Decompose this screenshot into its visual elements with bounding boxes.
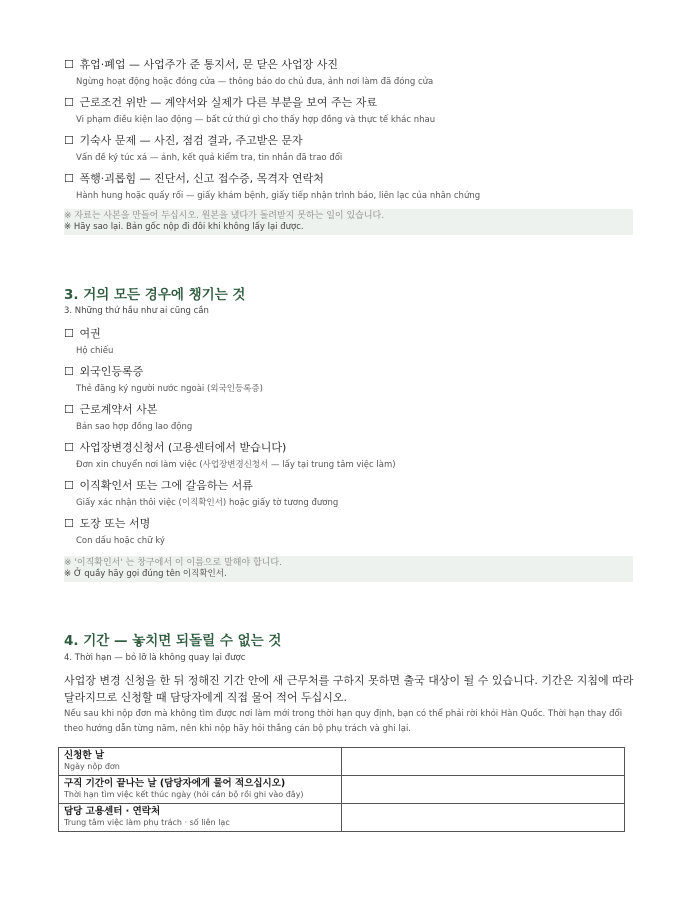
section-subheading: 4. Thời hạn — bỏ lỡ là không quay lại được [64, 653, 246, 663]
paragraph-ko: 사업장 변경 신청을 한 뒤 정해진 기간 안에 새 근무처를 구하지 못하면 출국 대상이 될 수 있습니다. 기간은 지침에 따라 달라지므로 신청할 때 담당자에게 직접 물어 적어 두십시오. [64, 674, 634, 704]
list-item [64, 479, 338, 509]
table-label-cell [59, 748, 342, 776]
checkbox-icon: ☐ [64, 517, 74, 530]
item-vi: Giấy xác nhận thôi việc (이직확인서) hoặc giấy tờ tương đương [76, 498, 339, 508]
paragraph-vi: Nếu sau khi nộp đơn mà không tìm được nơi làm mới trong thời hạn quy định, bạn có thể phải rời khỏi Hàn Quốc. Thời hạn thay đổi theo hướng dẫn từng năm, nên khi nộp hãy hỏi thẳng cán bộ phụ trách và ghi lại. [64, 709, 623, 734]
item-vi: Đơn xin chuyển nơi làm việc (사업장변경신청서 — lấy tại trung tâm việc làm) [76, 460, 396, 470]
note-ko: ※ '이직확인서' 는 창구에서 이 이름으로 말해야 합니다. [64, 558, 282, 568]
checkbox-icon: ☐ [64, 172, 74, 185]
checkbox-icon: ☐ [64, 403, 74, 416]
list-item [64, 517, 165, 547]
item-vi: Vi phạm điều kiện lao động — bất cứ thứ gì cho thấy hợp đồng và thực tế khác nhau [76, 115, 436, 125]
label-ko: 구직 기간이 끝나는 날 (담당자에게 물어 적으십시오) [64, 778, 286, 789]
item-vi: Thẻ đăng ký người nước ngoài (외국인등록증) [76, 384, 263, 394]
list-item [64, 441, 396, 471]
item-ko: 근로조건 위반 — 계약서와 실제가 다른 부분을 보여 주는 자료 [79, 96, 377, 109]
list-item [64, 403, 192, 433]
checkbox-icon: ☐ [64, 441, 74, 454]
table-value-cell[interactable] [342, 804, 625, 832]
item-ko: 사업장변경신청서 (고용센터에서 받습니다) [79, 441, 287, 454]
list-item [64, 134, 342, 164]
note-box [64, 556, 633, 582]
note-vi: ※ Ở quầy hãy gọi đúng tên 이직확인서. [64, 569, 227, 579]
item-vi: Vấn đề ký túc xá — ảnh, kết quả kiểm tra, tin nhắn đã trao đổi [76, 153, 343, 163]
section-subheading: 3. Những thứ hầu như ai cũng cần [64, 306, 209, 316]
item-ko: 도장 또는 서명 [79, 517, 151, 530]
checkbox-icon: ☐ [64, 58, 74, 71]
checkbox-icon: ☐ [64, 96, 74, 109]
note-box [64, 209, 633, 235]
table-label-cell [59, 804, 342, 832]
table-row [59, 748, 625, 776]
record-table [58, 747, 625, 832]
item-vi: Con dấu hoặc chữ ký [76, 536, 165, 546]
item-ko: 폭행·괴롭힘 — 진단서, 신고 접수증, 목격자 연락처 [79, 172, 324, 185]
item-ko: 여권 [79, 327, 101, 340]
table-value-cell[interactable] [342, 776, 625, 804]
table-value-cell[interactable] [342, 748, 625, 776]
checkbox-icon: ☐ [64, 134, 74, 147]
label-vi: Trung tâm việc làm phụ trách · số liên lạc [64, 818, 230, 827]
list-item [64, 365, 263, 395]
table-label-cell [59, 776, 342, 804]
list-item [64, 327, 113, 357]
section-heading: 3. 거의 모든 경우에 챙기는 것 [64, 287, 246, 303]
list-item [64, 172, 480, 202]
checkbox-icon: ☐ [64, 327, 74, 340]
list-item [64, 96, 435, 126]
item-vi: Hộ chiếu [76, 346, 114, 356]
label-vi: Thời hạn tìm việc kết thúc ngày (hỏi cán bộ rồi ghi vào đây) [64, 790, 304, 799]
note-ko: ※ 자료는 사본을 만들어 두십시오. 원본을 냈다가 돌려받지 못하는 일이 있습니다. [64, 211, 385, 221]
item-ko: 기숙사 문제 — 사진, 점검 결과, 주고받은 문자 [79, 134, 303, 147]
table-row [59, 804, 625, 832]
label-ko: 담당 고용센터 · 연락처 [64, 806, 161, 817]
checkbox-icon: ☐ [64, 365, 74, 378]
item-vi: Hành hung hoặc quấy rối — giấy khám bệnh, giấy tiếp nhận trình báo, liên lạc của nhân chứng [76, 191, 481, 201]
label-ko: 신청한 날 [64, 750, 105, 761]
item-ko: 근로계약서 사본 [79, 403, 158, 416]
item-vi: Bản sao hợp đồng lao động [76, 422, 193, 432]
item-ko: 휴업·폐업 — 사업주가 준 통지서, 문 닫은 사업장 사진 [79, 58, 338, 71]
item-ko: 외국인등록증 [79, 365, 144, 378]
label-vi: Ngày nộp đơn [64, 762, 120, 771]
item-vi: Ngừng hoạt động hoặc đóng cửa — thông báo do chủ đưa, ảnh nơi làm đã đóng cửa [76, 77, 434, 87]
list-item [64, 58, 433, 88]
section-heading: 4. 기간 — 놓치면 되돌릴 수 없는 것 [64, 633, 282, 649]
checkbox-icon: ☐ [64, 479, 74, 492]
table-row [59, 776, 625, 804]
item-ko: 이직확인서 또는 그에 갈음하는 서류 [79, 479, 253, 492]
note-vi: ※ Hãy sao lại. Bản gốc nộp đi đôi khi không lấy lại được. [64, 222, 304, 232]
